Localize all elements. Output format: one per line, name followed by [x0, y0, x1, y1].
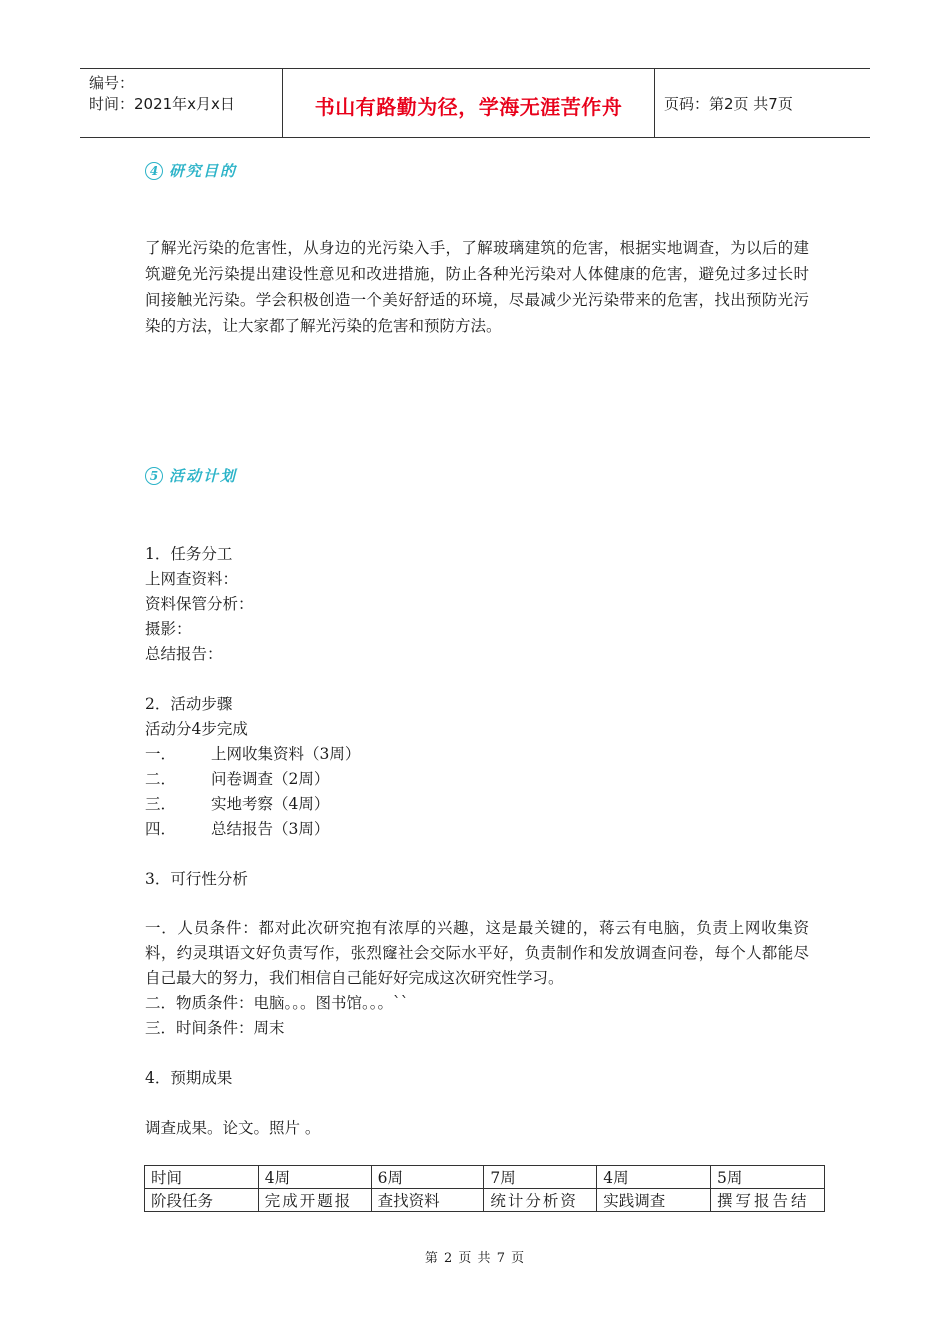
task-item: 总结报告：	[145, 645, 223, 663]
section-5-heading	[145, 465, 237, 486]
feasibility-heading: 3．可行性分析	[145, 870, 248, 888]
step-item	[145, 792, 329, 817]
step-text: 上网收集资料（3周）	[211, 745, 361, 763]
step-item	[145, 742, 360, 767]
purpose-paragraph: 了解光污染的危害性，从身边的光污染入手，了解玻璃建筑的危害，根据实地调查，为以后的建筑避免光污染提出建设性意见和改进措施，防止各种光污染对人体健康的危害，避免过多过长时间接触光污染。学会积极创造一个美好舒适的环境，尽最减少光污染带来的危害，找出预防光污染的方法，让大家都了解光污染的危害和预防方法。	[145, 239, 809, 335]
page-header	[80, 68, 870, 138]
time-label: 时间：2021年x月x日	[89, 95, 235, 113]
table-cell: 时间	[145, 1166, 259, 1189]
step-text: 问卷调查（2周）	[211, 770, 330, 788]
motto: 书山有路勤为径，学海无涯苦作舟	[314, 94, 623, 119]
table-row	[145, 1166, 825, 1189]
section-4-heading	[145, 160, 237, 181]
circled-number-5: 5	[145, 467, 163, 485]
page-info: 页码：第2页 共7页	[664, 94, 793, 113]
header-motto-cell	[282, 69, 655, 137]
step-number: 二．	[145, 770, 177, 788]
table-cell: 完成开题报	[258, 1189, 371, 1212]
table-cell: 实践调查	[597, 1189, 711, 1212]
table-cell: 阶段任务	[145, 1189, 259, 1212]
table-cell: 4周	[258, 1166, 371, 1189]
table-cell: 撰写报告结	[711, 1189, 825, 1212]
task-item: 资料保管分析：	[145, 595, 254, 613]
step-number: 四．	[145, 820, 177, 838]
section-4-title: 研究目的	[169, 162, 238, 180]
step-number: 三．	[145, 795, 177, 813]
table-cell: 4周	[597, 1166, 711, 1189]
table-cell: 查找资料	[371, 1189, 484, 1212]
table-row	[145, 1189, 825, 1212]
page-footer: 第 2 页 共 7 页	[424, 1251, 526, 1266]
condition-item: 三．时间条件：周末	[145, 1019, 285, 1037]
table-cell: 7周	[484, 1166, 597, 1189]
circled-number-4: 4	[145, 162, 163, 180]
step-text: 总结报告（3周）	[211, 820, 330, 838]
table-cell: 统计分析资	[484, 1189, 597, 1212]
table-cell: 6周	[371, 1166, 484, 1189]
task-heading: 1．任务分工	[145, 545, 233, 563]
section-5-title: 活动计划	[169, 467, 238, 485]
step-number: 一．	[145, 745, 177, 763]
steps-intro: 活动分4步完成	[145, 720, 248, 738]
steps-heading: 2．活动步骤	[145, 695, 233, 713]
step-text: 实地考察（4周）	[211, 795, 330, 813]
schedule-table	[144, 1165, 825, 1212]
header-meta	[80, 69, 282, 137]
step-item	[145, 817, 329, 842]
feasibility-paragraph: 一．人员条件：都对此次研究抱有浓厚的兴趣，这是最关键的，蒋云有电脑，负责上网收集资料，约灵琪语文好负责写作，张烈窿社会交际水平好，负责制作和发放调查问卷，每个人都能尽自己最大的努力，我们相信自己能好好完成这次研究性学习。	[145, 919, 809, 987]
results-text: 调查成果。论文。照片 。	[145, 1119, 321, 1137]
task-item: 摄影：	[145, 620, 192, 638]
header-page-info	[655, 69, 870, 137]
results-heading: 4．预期成果	[145, 1069, 233, 1087]
step-item	[145, 767, 329, 792]
condition-item: 二．物质条件：电脑。。。图书馆。。。``	[145, 994, 409, 1012]
task-item: 上网查资料：	[145, 570, 239, 588]
number-label: 编号：	[89, 74, 135, 92]
table-cell: 5周	[711, 1166, 825, 1189]
